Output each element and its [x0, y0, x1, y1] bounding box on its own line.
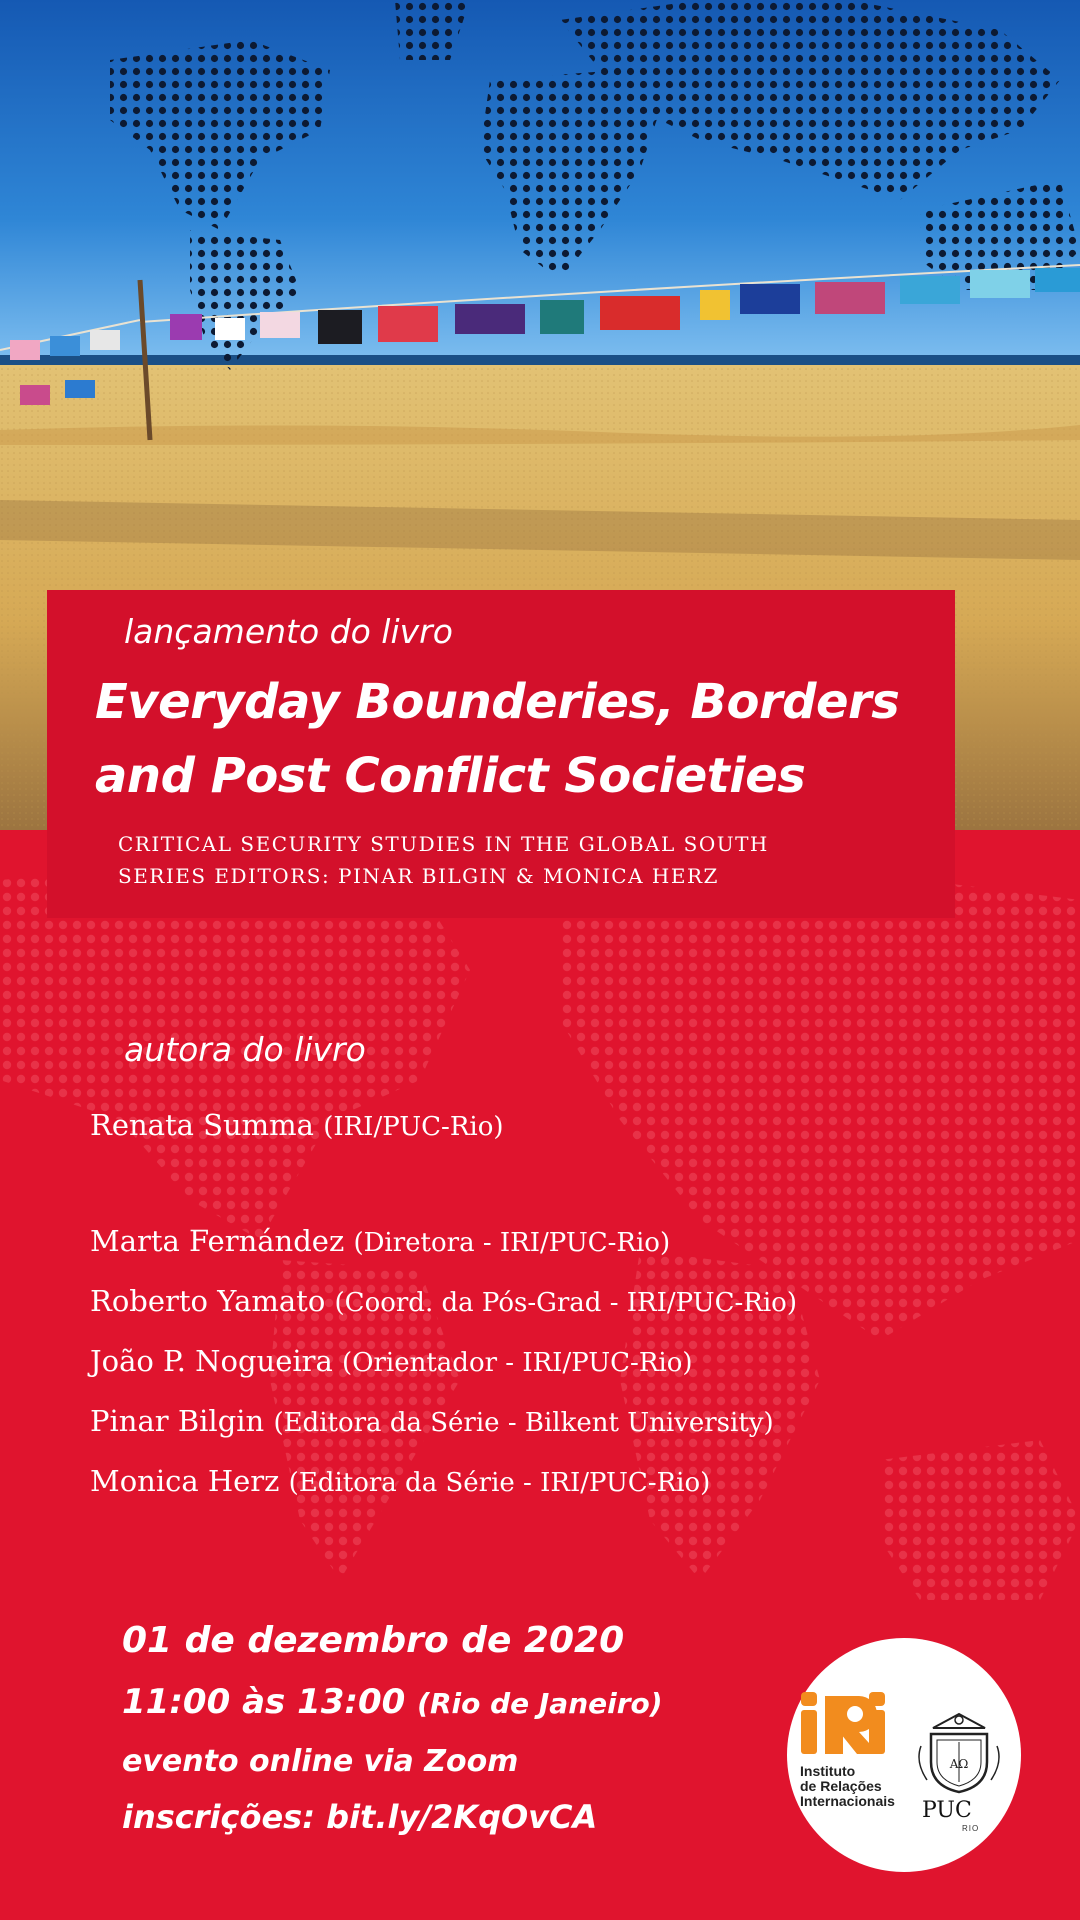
puc-seal-letters: ΑΩ	[949, 1757, 969, 1771]
participant-role: (Editora da Série - IRI/PUC-Rio)	[288, 1468, 711, 1498]
signup-line	[122, 1798, 597, 1836]
participant-role: (Coord. da Pós-Grad - IRI/PUC-Rio)	[334, 1288, 797, 1318]
event-time-range: 11:00 às 13:00	[122, 1682, 406, 1722]
participant-entry	[90, 1284, 797, 1318]
iri-caption	[800, 1764, 910, 1809]
series-name: CRITICAL SECURITY STUDIES IN THE GLOBAL SOUTH	[118, 832, 769, 856]
participant-name: Roberto Yamato	[90, 1284, 326, 1318]
puc-subname: RIO	[962, 1824, 980, 1833]
event-timezone: (Rio de Janeiro)	[417, 1687, 663, 1720]
iri-logo	[795, 1688, 899, 1760]
author-name: Renata Summa	[90, 1108, 314, 1142]
book-title-line-2: and Post Conflict Societies	[95, 748, 806, 804]
author-affiliation: (IRI/PUC-Rio)	[323, 1112, 504, 1142]
puc-seal	[913, 1706, 1005, 1798]
event-format: evento online via Zoom	[122, 1744, 519, 1779]
participant-entry	[90, 1404, 774, 1438]
participant-name: Pinar Bilgin	[90, 1404, 265, 1438]
participant-role: (Editora da Série - Bilkent University)	[273, 1408, 774, 1438]
participant-entry	[90, 1344, 693, 1378]
author-entry	[90, 1108, 504, 1142]
signup-label: inscrições:	[122, 1798, 316, 1836]
iri-caption-line: de Relações	[800, 1778, 882, 1794]
series-editors: SERIES EDITORS: PINAR BILGIN & MONICA HERZ	[118, 864, 719, 888]
iri-caption-line: Instituto	[800, 1763, 856, 1779]
iri-caption-line: Internacionais	[800, 1793, 895, 1809]
event-time	[122, 1682, 663, 1722]
puc-name: PUC	[922, 1798, 972, 1823]
participant-name: Marta Fernández	[90, 1224, 345, 1258]
book-title-line-1: Everyday Bounderies, Borders	[95, 674, 900, 730]
participant-entry	[90, 1464, 710, 1498]
event-date: 01 de dezembro de 2020	[122, 1620, 625, 1661]
participant-name: João P. Nogueira	[90, 1344, 333, 1378]
participant-name: Monica Herz	[90, 1464, 280, 1498]
signup-link[interactable]: bit.ly/2KqOvCA	[326, 1798, 598, 1836]
participant-role: (Diretora - IRI/PUC-Rio)	[353, 1228, 671, 1258]
launch-label: lançamento do livro	[124, 612, 453, 651]
participant-role: (Orientador - IRI/PUC-Rio)	[342, 1348, 693, 1378]
participant-entry	[90, 1224, 670, 1258]
author-label: autora do livro	[124, 1030, 366, 1069]
